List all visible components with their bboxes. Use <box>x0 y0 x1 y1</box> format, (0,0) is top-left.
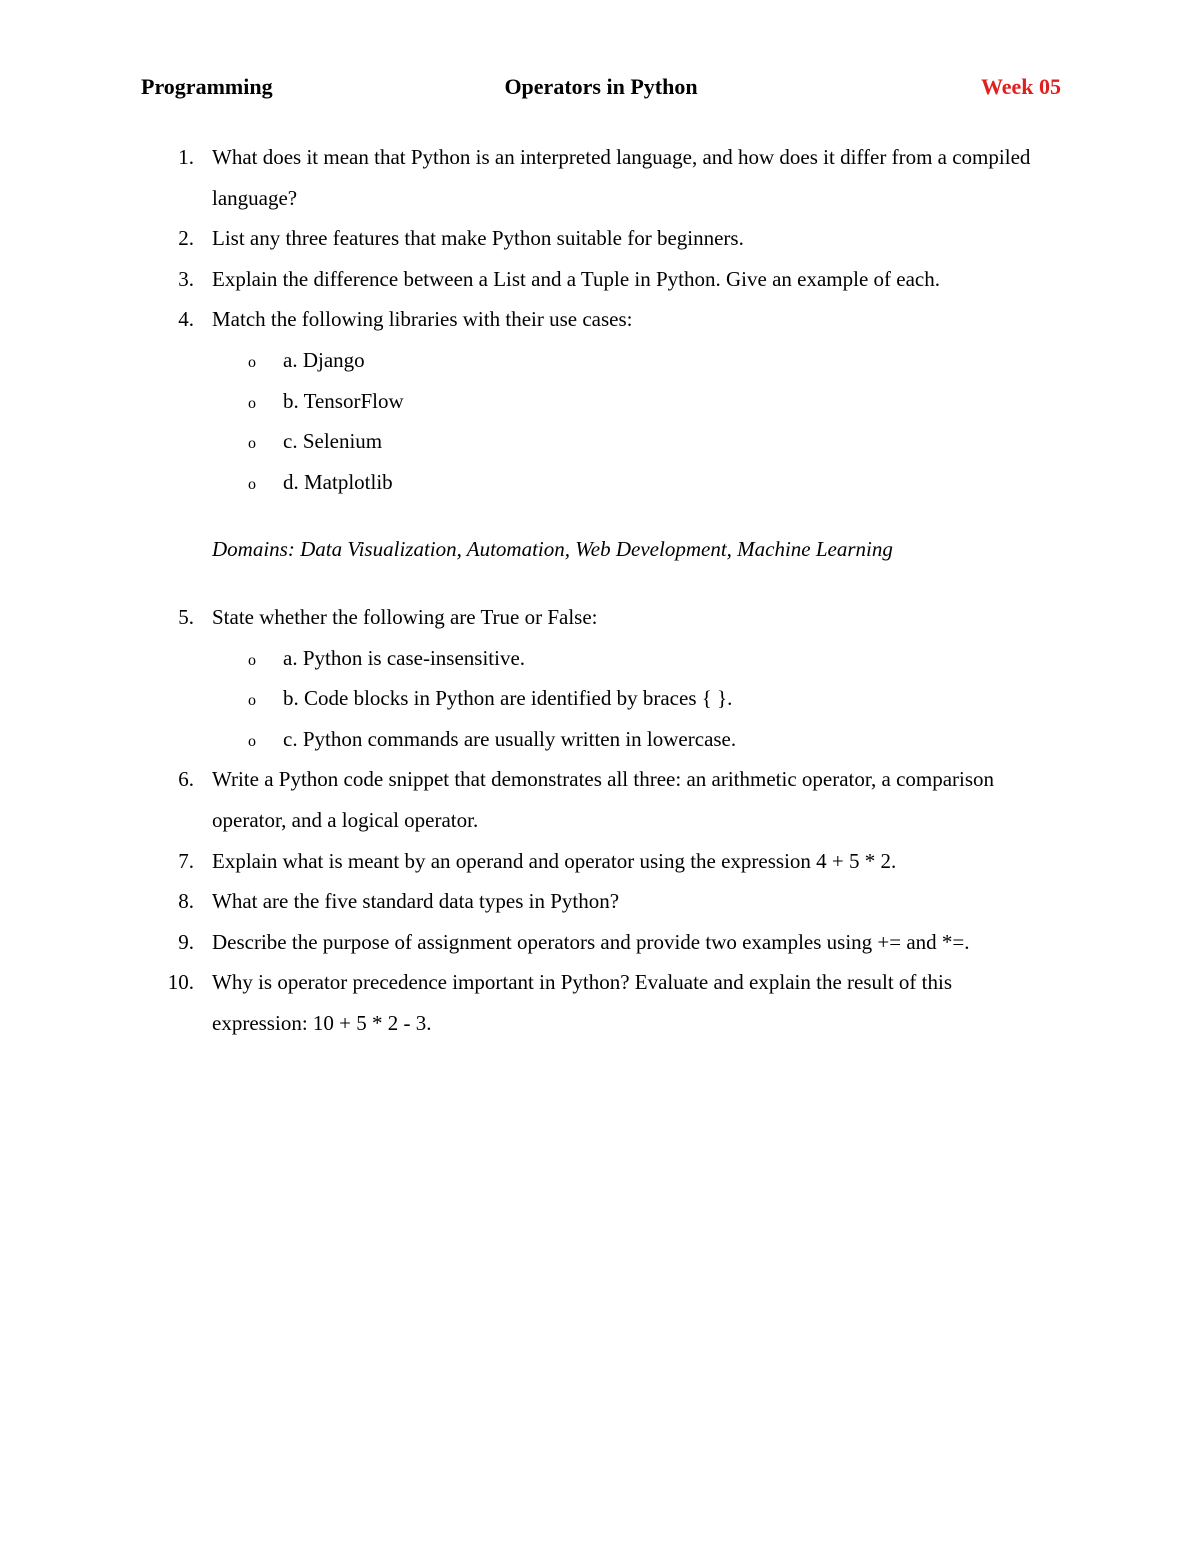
sub-item <box>0 462 1200 503</box>
page-header <box>141 70 1061 104</box>
sub-item-text: d. Matplotlib <box>283 469 393 494</box>
question-text: Explain what is meant by an operand and operator using the expression 4 + 5 * 2. <box>212 848 897 873</box>
circle-bullet-icon: o <box>248 353 256 371</box>
sub-item <box>0 421 1200 462</box>
question-item <box>0 218 1200 259</box>
question-number: 3. <box>178 266 194 291</box>
sub-item-text: b. TensorFlow <box>283 388 404 413</box>
question-number: 6. <box>178 767 194 792</box>
sub-item <box>0 340 1200 381</box>
question-number: 2. <box>178 226 194 251</box>
header-topic: Operators in Python <box>504 74 698 99</box>
sub-item-text: a. Python is case-insensitive. <box>283 645 526 670</box>
question-text: What are the five standard data types in Python? <box>212 889 620 914</box>
question-text: Match the following libraries with their use cases: <box>212 307 633 332</box>
question-text: Describe the purpose of assignment operators and provide two examples using += and *=. <box>212 929 970 954</box>
sub-item <box>0 381 1200 422</box>
question-number: 10. <box>167 970 194 995</box>
sub-item <box>0 719 1200 760</box>
circle-bullet-icon: o <box>248 692 256 710</box>
question-text: What does it mean that Python is an interpreted language, and how does it differ from a compiled language? <box>212 145 1031 210</box>
question-item <box>0 841 1200 882</box>
question-text: Explain the difference between a List and a Tuple in Python. Give an example of each. <box>212 266 940 291</box>
question-text: List any three features that make Python suitable for beginners. <box>212 226 744 251</box>
circle-bullet-icon: o <box>248 394 256 412</box>
question-item <box>0 597 1200 638</box>
question-text: Why is operator precedence important in Python? Evaluate and explain the result of this expression: 10 + 5 * 2 - 3. <box>212 970 953 1035</box>
domains-line: Domains: Data Visualization, Automation, Web Development, Machine Learning <box>212 537 893 562</box>
question-item <box>0 962 1200 1043</box>
question-item <box>0 259 1200 300</box>
question-number: 8. <box>178 889 194 914</box>
sub-item-text: c. Python commands are usually written in lowercase. <box>283 726 737 751</box>
question-item <box>0 881 1200 922</box>
question-number: 5. <box>178 604 194 629</box>
circle-bullet-icon: o <box>248 732 256 750</box>
sub-item-text: c. Selenium <box>283 429 383 454</box>
circle-bullet-icon: o <box>248 651 256 669</box>
question-number: 4. <box>178 307 194 332</box>
sub-item <box>0 638 1200 679</box>
sub-item-text: a. Django <box>283 347 365 372</box>
sub-item <box>0 678 1200 719</box>
sub-item-text: b. Code blocks in Python are identified by braces { }. <box>283 686 733 711</box>
question-number: 7. <box>178 848 194 873</box>
question-number: 9. <box>178 929 194 954</box>
circle-bullet-icon: o <box>248 475 256 493</box>
question-list <box>0 137 1200 1043</box>
question-item <box>0 759 1200 840</box>
question-item <box>0 922 1200 963</box>
question-text: Write a Python code snippet that demonstrates all three: an arithmetic operator, a comparison operator, and a logical operator. <box>212 767 995 832</box>
question-text: State whether the following are True or False: <box>212 604 598 629</box>
header-week: Week 05 <box>980 74 1061 99</box>
circle-bullet-icon: o <box>248 435 256 453</box>
question-number: 1. <box>178 145 194 169</box>
question-item <box>0 137 1200 218</box>
header-course: Programming <box>141 74 273 99</box>
question-item <box>0 299 1200 340</box>
